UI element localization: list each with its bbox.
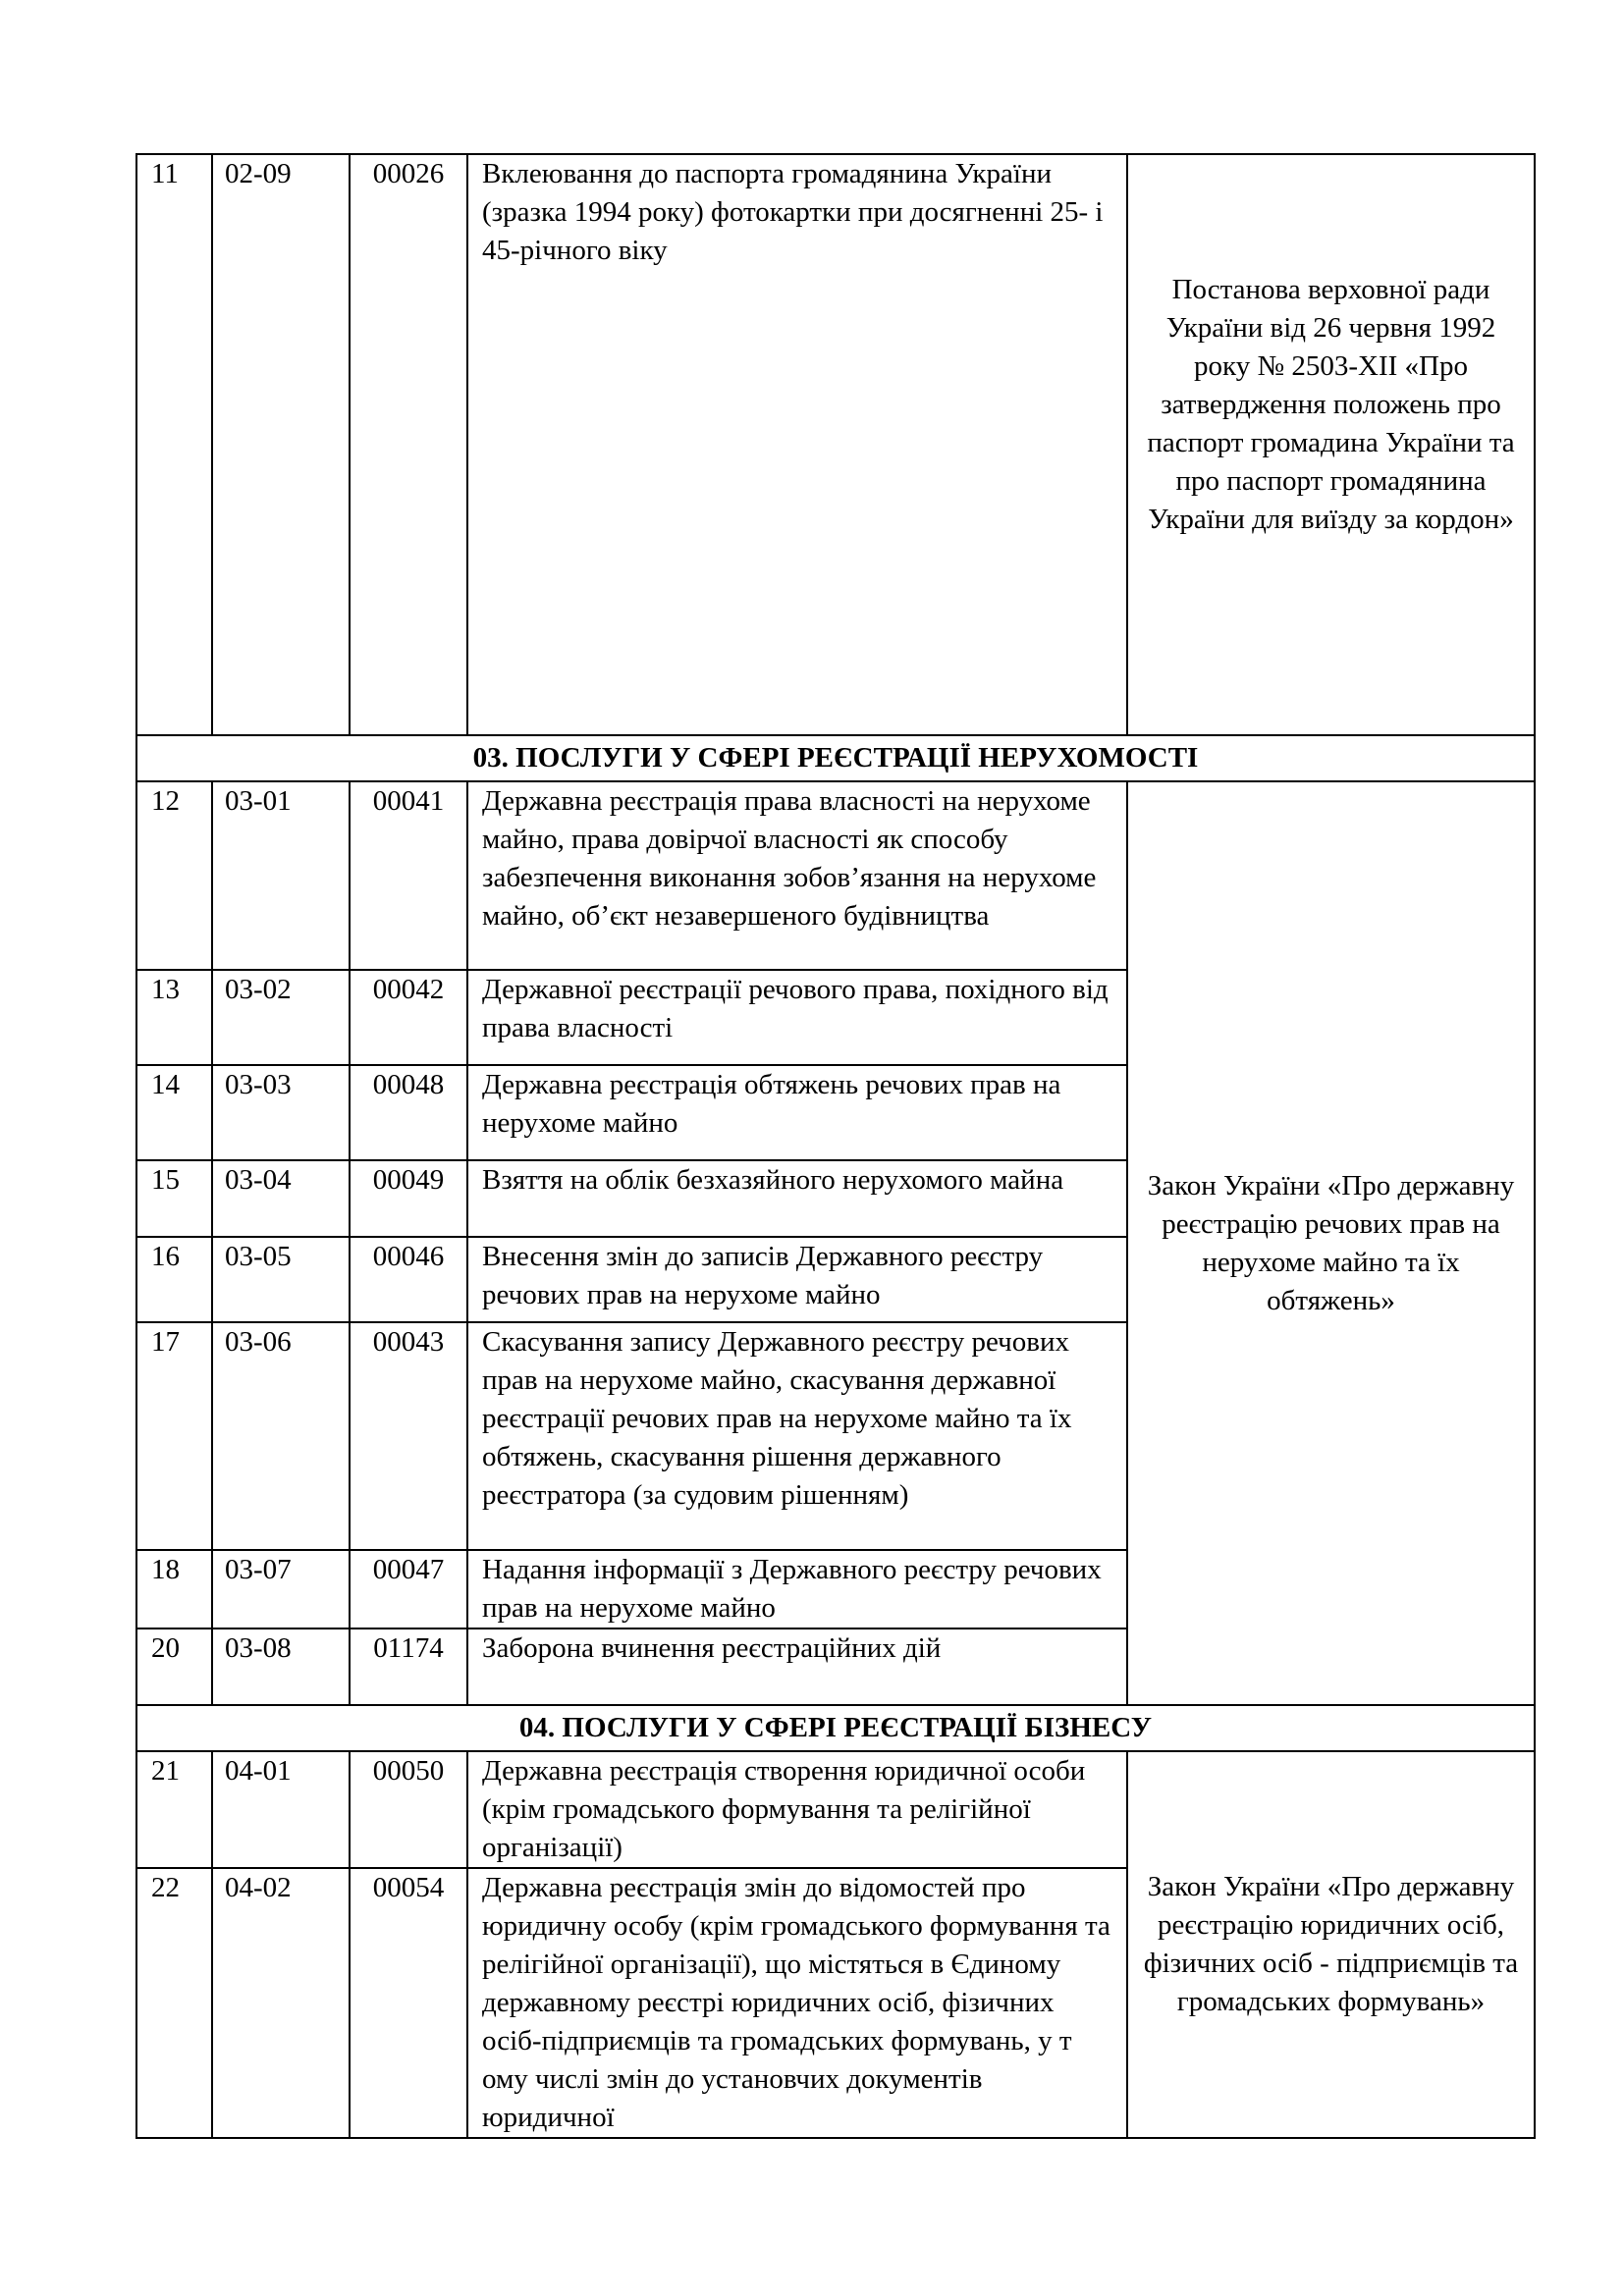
row-number: 21 xyxy=(136,1751,212,1868)
service-name: Державної реєстрації речового права, похідного від права власності xyxy=(467,970,1127,1065)
section-title: 04. ПОСЛУГИ У СФЕРІ РЕЄСТРАЦІЇ БІЗНЕСУ xyxy=(136,1705,1535,1751)
services-table xyxy=(135,153,1536,2139)
service-name: Надання інформації з Державного реєстру речових прав на нерухоме майно xyxy=(467,1550,1127,1629)
service-code: 03-04 xyxy=(212,1160,350,1237)
row-number: 17 xyxy=(136,1322,212,1550)
service-name: Державна реєстрація обтяжень речових прав на нерухоме майно xyxy=(467,1065,1127,1160)
service-name: Заборона вчинення реєстраційних дій xyxy=(467,1629,1127,1705)
service-code: 03-05 xyxy=(212,1237,350,1322)
service-code: 03-06 xyxy=(212,1322,350,1550)
section-header xyxy=(136,735,1535,781)
service-id: 00042 xyxy=(350,970,467,1065)
service-code: 03-02 xyxy=(212,970,350,1065)
service-id: 00048 xyxy=(350,1065,467,1160)
service-id: 00054 xyxy=(350,1868,467,2138)
section-header xyxy=(136,1705,1535,1751)
service-code: 02-09 xyxy=(212,154,350,735)
service-name: Внесення змін до записів Державного реєстру речових прав на нерухоме майно xyxy=(467,1237,1127,1322)
service-code: 03-08 xyxy=(212,1629,350,1705)
table-row xyxy=(136,781,1535,970)
service-name: Державна реєстрація створення юридичної особи (крім громадського формування та релігійної організації) xyxy=(467,1751,1127,1868)
table-row xyxy=(136,1751,1535,1868)
row-number: 14 xyxy=(136,1065,212,1160)
service-name: Державна реєстрація змін до відомостей про юридичну особу (крім громадського формування та релігійної організації), що містяться в Єдиному державному реєстрі юридичних осіб, фізичних осіб-підприємців та громадських формувань, у т ому числі змін до установчих документів юридичної xyxy=(467,1868,1127,2138)
service-code: 03-01 xyxy=(212,781,350,970)
service-code: 03-07 xyxy=(212,1550,350,1629)
row-number: 16 xyxy=(136,1237,212,1322)
row-number: 11 xyxy=(136,154,212,735)
row-number: 18 xyxy=(136,1550,212,1629)
service-code: 04-02 xyxy=(212,1868,350,2138)
service-id: 00043 xyxy=(350,1322,467,1550)
table-row xyxy=(136,154,1535,735)
section-title: 03. ПОСЛУГИ У СФЕРІ РЕЄСТРАЦІЇ НЕРУХОМОСТІ xyxy=(136,735,1535,781)
legal-basis: Постанова верховної ради України від 26 червня 1992 року № 2503-XII «Про затвердження положень про паспорт громадина України та про паспорт громадянина України для виїзду за кордон» xyxy=(1127,154,1535,735)
service-id: 00050 xyxy=(350,1751,467,1868)
service-code: 04-01 xyxy=(212,1751,350,1868)
service-id: 00047 xyxy=(350,1550,467,1629)
row-number: 12 xyxy=(136,781,212,970)
row-number: 13 xyxy=(136,970,212,1065)
service-name: Скасування запису Державного реєстру речових прав на нерухоме майно, скасування державної реєстрації речових прав на нерухоме майно та їх обтяжень, скасування рішення державного реєстратора (за судовим рішенням) xyxy=(467,1322,1127,1550)
row-number: 20 xyxy=(136,1629,212,1705)
service-id: 00041 xyxy=(350,781,467,970)
row-number: 22 xyxy=(136,1868,212,2138)
row-number: 15 xyxy=(136,1160,212,1237)
service-id: 01174 xyxy=(350,1629,467,1705)
service-code: 03-03 xyxy=(212,1065,350,1160)
service-id: 00026 xyxy=(350,154,467,735)
service-name: Державна реєстрація права власності на нерухоме майно, права довірчої власності як способу забезпечення виконання зобов’язання на нерухоме майно, об’єкт незавершеного будівництва xyxy=(467,781,1127,970)
legal-basis: Закон України «Про державну реєстрацію юридичних осіб, фізичних осіб - підприємців та громадських формувань» xyxy=(1127,1751,1535,2138)
service-id: 00046 xyxy=(350,1237,467,1322)
legal-basis: Закон України «Про державну реєстрацію речових прав на нерухоме майно та їх обтяжень» xyxy=(1127,781,1535,1705)
service-name: Вклеювання до паспорта громадянина України (зразка 1994 року) фотокартки при досягненні 25- і 45-річного віку xyxy=(467,154,1127,735)
service-name: Взяття на облік безхазяйного нерухомого майна xyxy=(467,1160,1127,1237)
service-id: 00049 xyxy=(350,1160,467,1237)
